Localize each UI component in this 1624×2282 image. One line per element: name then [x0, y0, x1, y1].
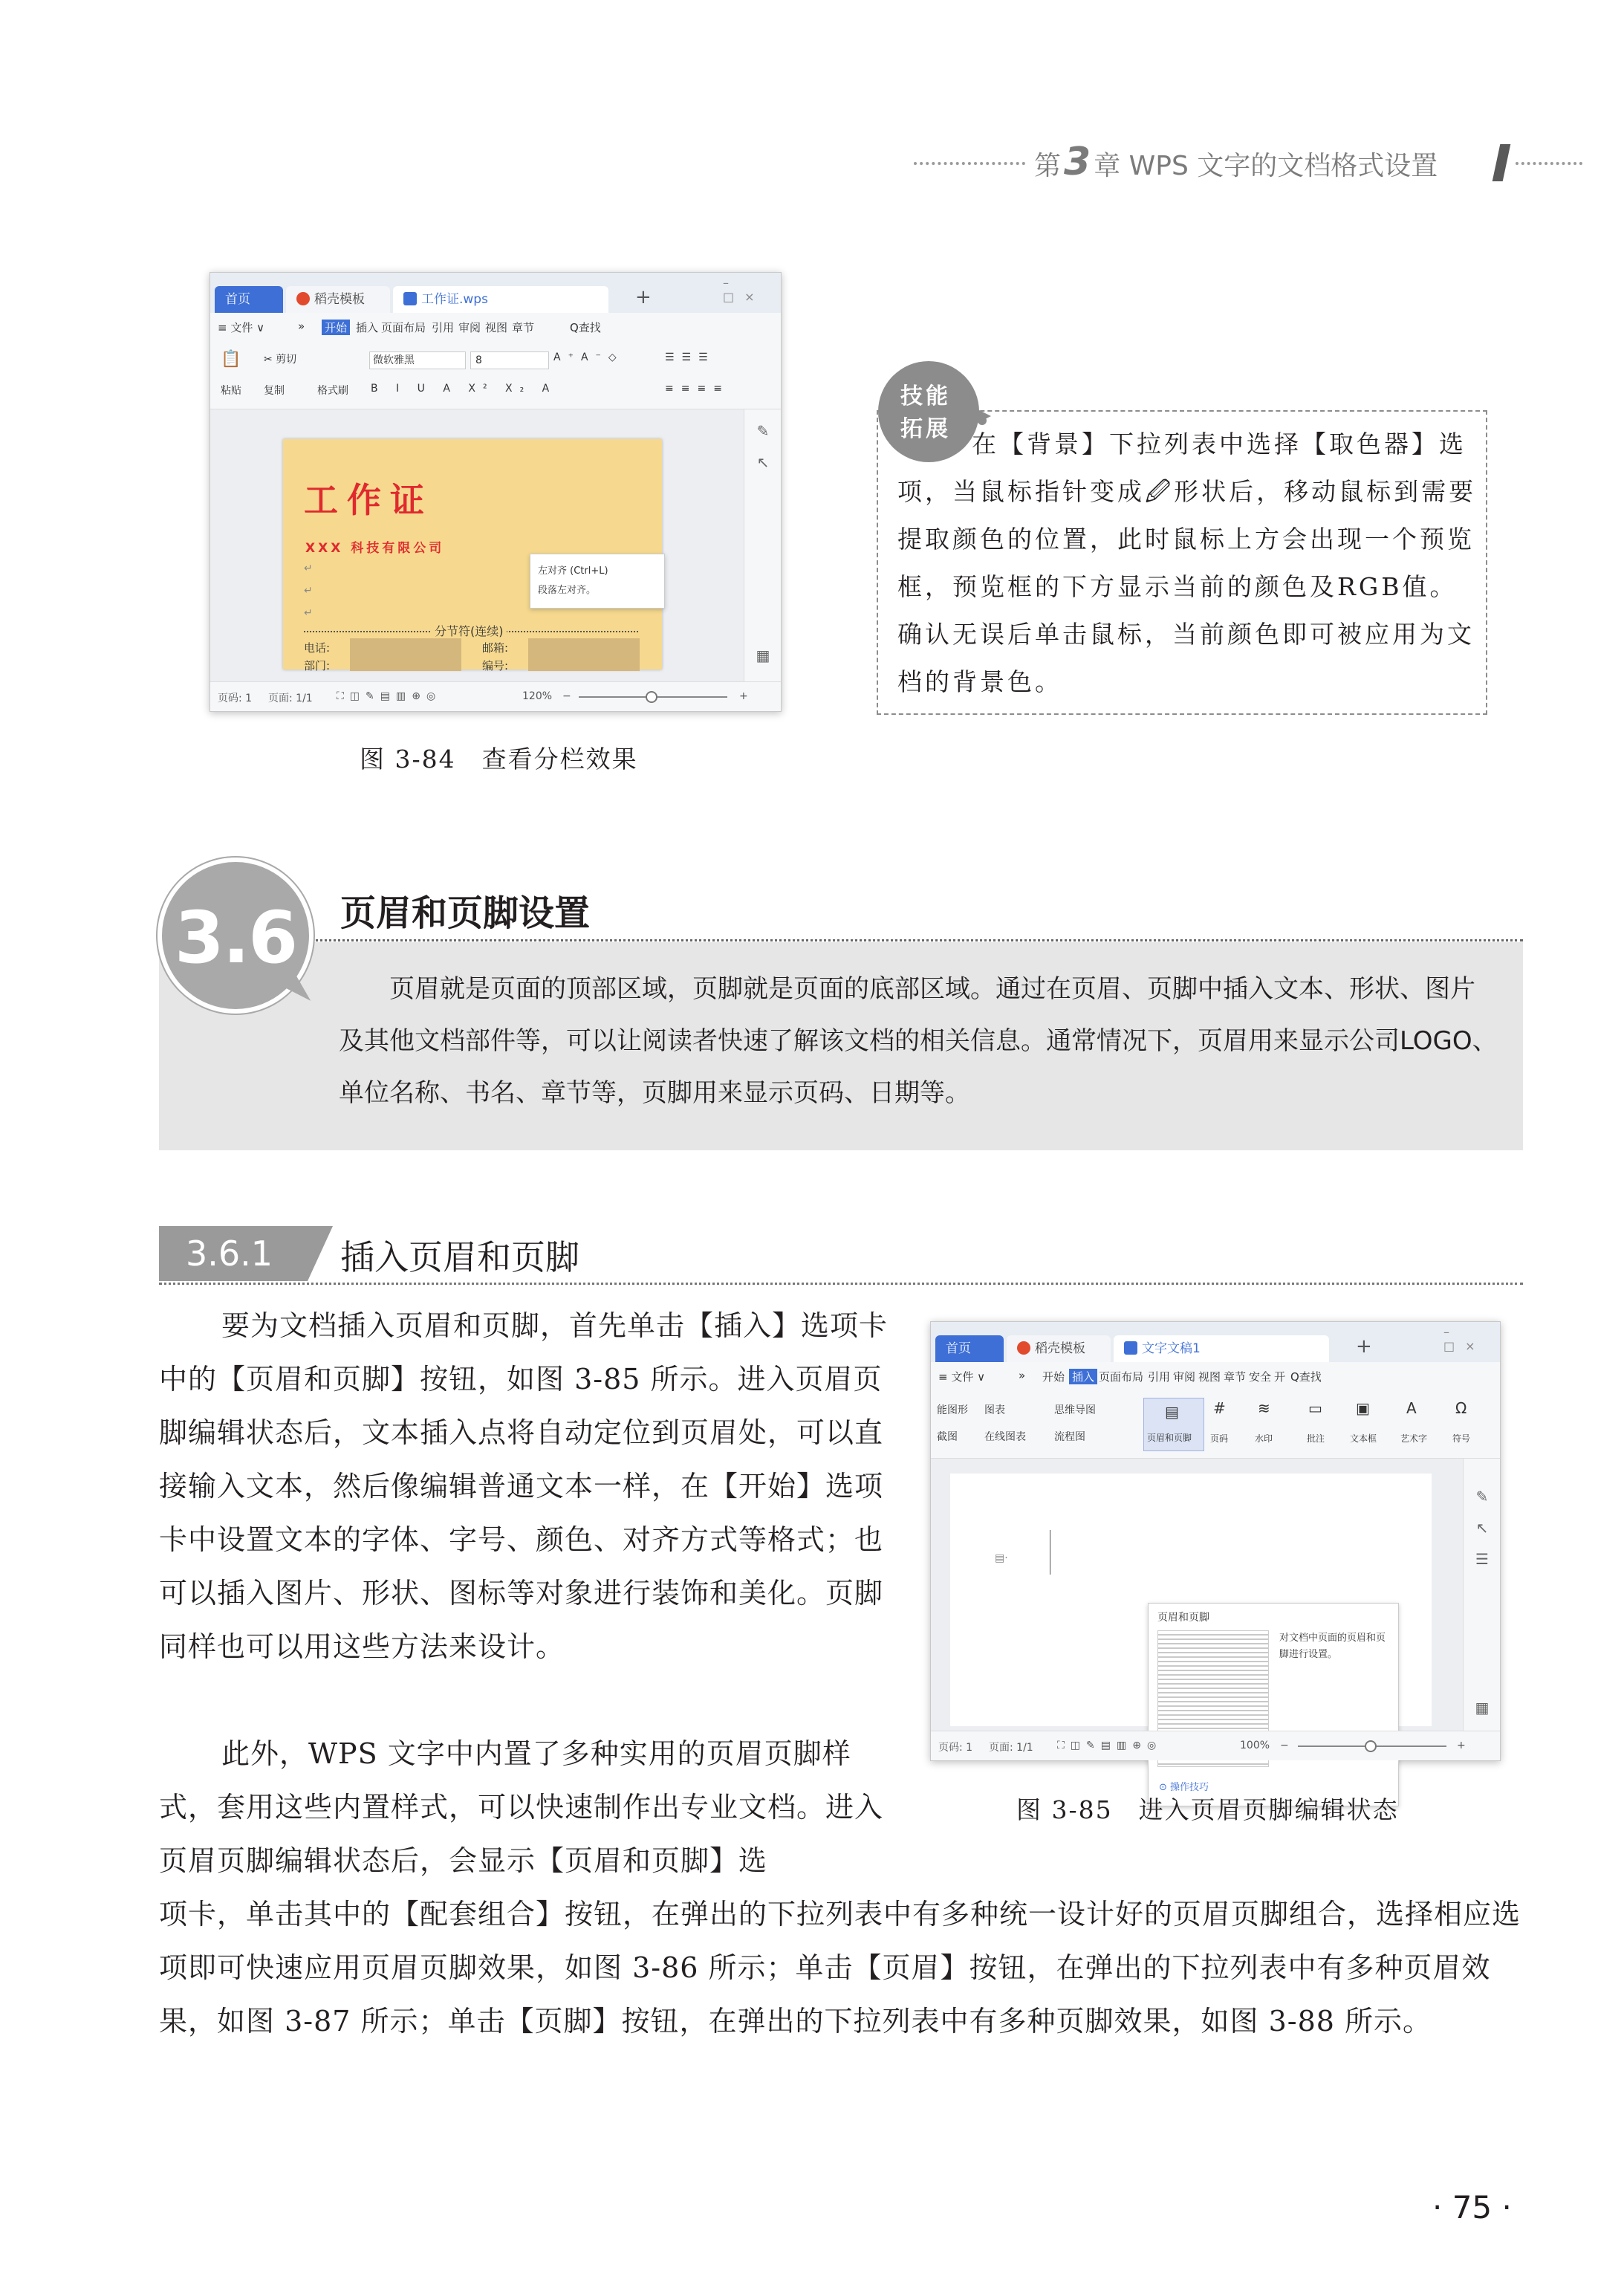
- code-label: 编号:: [482, 659, 509, 672]
- new-tab-icon[interactable]: +: [1356, 1335, 1372, 1358]
- right-side-pane: [1463, 1459, 1500, 1731]
- font-size-select[interactable]: 8: [470, 351, 549, 369]
- page-number-icon: #: [1213, 1399, 1226, 1417]
- status-page: 页码: 1: [938, 1742, 973, 1754]
- header-insertion-icon[interactable]: ▤·: [995, 1552, 1008, 1564]
- watermark-icon: ≋: [1258, 1399, 1270, 1417]
- tab-document[interactable]: 工作证.wps: [393, 286, 608, 313]
- menu-more-icon[interactable]: »: [1019, 1369, 1026, 1382]
- menu-file[interactable]: ≡ 文件 ∨: [938, 1370, 986, 1384]
- email-label: 邮箱:: [482, 641, 509, 655]
- header-text: [1034, 140, 1438, 184]
- subsection-number: 3.6.1: [159, 1226, 308, 1281]
- tooltip-desc: 对文档中页面的页眉和页脚进行设置。: [1279, 1633, 1386, 1660]
- menu-layout[interactable]: 页面布局: [1099, 1370, 1144, 1384]
- tip-badge-line2: 拓展: [900, 416, 951, 442]
- card-title: 工作证: [304, 480, 433, 520]
- paste-button[interactable]: 粘贴: [221, 385, 241, 397]
- chapter-prefix: 第: [1034, 151, 1062, 181]
- zoom-in-icon[interactable]: +: [739, 690, 748, 702]
- paragraph-2-part-a: 此外，WPS 文字中内置了多种实用的页眉页脚样式，套用这些内置样式，可以快速制作出专业文档。进入页眉页脚编辑状态后，会显示【页眉和页脚】选: [159, 1737, 884, 1877]
- status-pages: 页面: 1/1: [268, 693, 313, 704]
- textbox-button[interactable]: 文本框: [1350, 1433, 1377, 1444]
- menu-more-icon[interactable]: »: [298, 320, 305, 333]
- font-name-select[interactable]: 微软雅黑: [369, 351, 466, 369]
- zoom-in-icon[interactable]: +: [1457, 1740, 1466, 1751]
- tips-link[interactable]: ⊙ 操作技巧: [1159, 1782, 1209, 1793]
- align-left-tooltip: [530, 554, 665, 609]
- paragraph-2-part-b: 项卡，单击其中的【配套组合】按钮，在弹出的下拉列表中有多种统一设计好的页眉页脚组合，选择相应选项即可快速应用页眉页脚效果，如图 3-86 所示；单击【页眉】按钮，在弹出的下拉列表中有多种页眉效果，如图 3-87 所示；单击【页脚】按钮，在弹出的下拉列表中有多种页脚效果，如图 3-88 所示。: [159, 1898, 1521, 2038]
- list-icons[interactable]: ☰☰☰: [665, 351, 715, 363]
- section-number-badge: [157, 858, 314, 1014]
- page-number-button[interactable]: 页码: [1210, 1433, 1229, 1444]
- window-controls[interactable]: –□×: [1443, 1325, 1486, 1353]
- zoom-out-icon[interactable]: −: [1280, 1740, 1289, 1751]
- phone-label: 电话:: [304, 641, 331, 655]
- tooltip-desc: 段落左对齐。: [538, 585, 597, 596]
- menu-chapter[interactable]: 章节: [512, 321, 535, 334]
- page-number: · 75 ·: [1432, 2189, 1512, 2226]
- window-tab-bar: [931, 1322, 1500, 1362]
- pen-icon[interactable]: ✎: [1475, 1488, 1489, 1505]
- tab-home[interactable]: 首页: [215, 286, 283, 313]
- chart-button[interactable]: 图表: [984, 1404, 1005, 1416]
- tab-home[interactable]: 首页: [935, 1335, 1004, 1362]
- tooltip-title: 页眉和页脚: [1157, 1612, 1209, 1624]
- cursor-icon[interactable]: ↖: [1475, 1519, 1489, 1537]
- menu-view[interactable]: 视图: [485, 321, 508, 334]
- tip-text: 在【背景】下拉列表中选择【取色器】选项，当鼠标指针变成🖉形状后，移动鼠标到需要提取颜色的位置，此时鼠标上方会出现一个预览框，预览框的下方显示当前的颜色及RGB值。确认无误后单击鼠标，当前颜色即可被应用为文档的背景色。: [897, 430, 1477, 696]
- menu-start[interactable]: 开始: [1042, 1370, 1065, 1384]
- dept-label: 部门:: [304, 659, 331, 672]
- ribbon: [210, 341, 781, 409]
- document-canvas: [210, 409, 781, 681]
- scissors-icon: ✂: [264, 354, 273, 366]
- menu-dev[interactable]: 开: [1274, 1370, 1286, 1384]
- status-bar: [210, 681, 781, 711]
- header-footer-tooltip: [1148, 1603, 1399, 1806]
- paragraph-mark: ↵: [304, 585, 313, 597]
- cut-button[interactable]: ✂ 剪切: [264, 354, 297, 366]
- menu-insert[interactable]: 插入: [1069, 1369, 1097, 1384]
- tab-template[interactable]: 稻壳模板: [1007, 1335, 1111, 1362]
- header-footer-button[interactable]: ▤ 页眉和页脚: [1143, 1398, 1204, 1451]
- column-field: [350, 638, 461, 671]
- menu-reference[interactable]: 引用: [432, 321, 455, 334]
- wps-doc-icon: [403, 292, 417, 305]
- paragraph-1: 要为文档插入页眉和页脚，首先单击【插入】选项卡中的【页眉和页脚】按钮，如图 3-85 所示。进入页眉页脚编辑状态后，文本插入点将自动定位到页眉处，可以直接输入文本，然后像编辑普通文本一样，在【开始】选项卡中设置文本的字体、字号、颜色、对齐方式等格式；也可以插入图片、形状、图标等对象进行装饰和美化。页脚同样也可以用这些方法来设计。: [159, 1309, 889, 1663]
- symbol-button[interactable]: 符号: [1452, 1433, 1471, 1444]
- cursor-icon[interactable]: ↖: [756, 453, 770, 471]
- menu-start[interactable]: 开始: [322, 320, 350, 335]
- tab-document[interactable]: 文字文稿1: [1114, 1335, 1329, 1362]
- chapter-number: 3: [1064, 140, 1091, 184]
- mindmap-button[interactable]: 思维导图: [1054, 1404, 1096, 1416]
- symbol-icon: Ω: [1455, 1399, 1467, 1417]
- right-side-pane: [744, 409, 781, 681]
- paste-icon[interactable]: 📋: [221, 350, 241, 369]
- comment-button[interactable]: 批注: [1307, 1433, 1325, 1444]
- screenshot-button[interactable]: 截图: [937, 1431, 958, 1443]
- column-field: [528, 638, 640, 671]
- window-tab-bar: [210, 273, 781, 313]
- paragraph-mark: ↵: [304, 563, 313, 574]
- online-chart-button[interactable]: 在线图表: [984, 1431, 1026, 1443]
- section-title: 页眉和页脚设置: [340, 892, 591, 934]
- figure-3-84-caption: 图 3-84 查看分栏效果: [360, 745, 638, 774]
- comment-icon: ▭: [1308, 1399, 1322, 1417]
- copy-button[interactable]: 复制: [264, 385, 285, 397]
- subsection-rule: [159, 1283, 1523, 1285]
- chapter-suffix: 章: [1094, 151, 1121, 181]
- zoom-level: 120%: [522, 690, 553, 702]
- section-title-rule: [297, 939, 1523, 941]
- status-pages: 页面: 1/1: [989, 1742, 1033, 1754]
- subsection-title: 插入页眉和页脚: [340, 1237, 579, 1277]
- menu-view[interactable]: 视图: [1198, 1370, 1221, 1384]
- section-break-label: 分节符(连续): [432, 622, 507, 639]
- menu-chapter[interactable]: 章节: [1224, 1370, 1247, 1384]
- font-style-buttons[interactable]: B I U A X² X₂ A: [371, 383, 557, 395]
- header-bar-mark: [1493, 144, 1511, 181]
- status-bar: [931, 1731, 1500, 1760]
- zoom-slider-knob[interactable]: [1365, 1740, 1377, 1752]
- wordart-button[interactable]: 艺术字: [1400, 1433, 1428, 1444]
- pen-icon[interactable]: ✎: [756, 422, 770, 440]
- figure-3-84-screenshot: [210, 272, 782, 712]
- zoom-slider-knob[interactable]: [646, 691, 657, 703]
- figure-3-85-caption: 图 3-85 进入页眉页脚编辑状态: [1016, 1795, 1399, 1824]
- menu-reference[interactable]: 引用: [1148, 1370, 1171, 1384]
- section-intro-text: 页眉就是页面的顶部区域，页脚就是页面的底部区域。通过在页眉、页脚中插入文本、形状、图片及其他文档部件等，可以让阅读者快速了解该文档的相关信息。通常情况下，页眉用来显示公司LOGO、单位名称、书名、章节等，页脚用来显示页码、日期等。: [339, 974, 1498, 1108]
- wordart-icon: A: [1406, 1399, 1417, 1417]
- settings-sliders-icon[interactable]: ☰: [1475, 1550, 1489, 1568]
- chapter-title: WPS 文字的文档格式设置: [1128, 151, 1438, 181]
- menu-file[interactable]: ≡ 文件 ∨: [218, 321, 265, 334]
- ribbon: [931, 1390, 1500, 1459]
- header-dotted-rule-left: [914, 162, 1025, 165]
- section-number: 3.6: [174, 896, 297, 979]
- grid-icon[interactable]: ▦: [1475, 1699, 1490, 1717]
- tip-badge-line1: 技能: [900, 383, 951, 409]
- tooltip-title: 左对齐 (Ctrl+L): [538, 565, 608, 577]
- menu-review[interactable]: 审阅: [1173, 1370, 1196, 1384]
- running-header: [914, 134, 1582, 186]
- zoom-out-icon[interactable]: −: [562, 690, 571, 702]
- daoke-icon: [296, 292, 310, 305]
- header-dotted-rule-right: [1516, 162, 1582, 165]
- wps-doc-icon: [1124, 1341, 1137, 1355]
- smart-shape-button[interactable]: 能图形: [937, 1404, 968, 1416]
- flowchart-button[interactable]: 流程图: [1054, 1431, 1085, 1443]
- menu-bar: [931, 1362, 1500, 1390]
- menu-review[interactable]: 审阅: [458, 321, 481, 334]
- menu-search[interactable]: Q查找: [1290, 1370, 1322, 1384]
- grid-icon[interactable]: ▦: [756, 646, 770, 664]
- figure-3-85-screenshot: [930, 1321, 1501, 1793]
- watermark-button[interactable]: 水印: [1255, 1433, 1273, 1444]
- menu-layout[interactable]: 页面布局: [381, 321, 426, 334]
- new-tab-icon[interactable]: +: [635, 286, 652, 308]
- card-company: XXX 科技有限公司: [305, 541, 445, 556]
- header-footer-icon: ▤: [1165, 1403, 1179, 1421]
- menu-search[interactable]: Q查找: [570, 321, 601, 334]
- tab-template[interactable]: 稻壳模板: [286, 286, 390, 313]
- align-icons[interactable]: ≡≡≡≡: [665, 383, 730, 395]
- menu-security[interactable]: 安全: [1249, 1370, 1272, 1384]
- view-mode-icons[interactable]: ⛶◫✎▤▥⊕◎: [1057, 1740, 1163, 1751]
- font-size-change-icons[interactable]: A⁺A⁻◇: [553, 351, 624, 363]
- format-painter-button[interactable]: 格式刷: [317, 385, 348, 397]
- menu-bar: [210, 313, 781, 341]
- window-controls[interactable]: –□×: [723, 276, 765, 304]
- daoke-icon: [1017, 1341, 1030, 1355]
- menu-insert[interactable]: 插入: [356, 321, 379, 334]
- status-page: 页码: 1: [218, 693, 253, 704]
- paragraph-mark: ↵: [304, 607, 313, 619]
- textbox-icon: ▣: [1356, 1399, 1370, 1417]
- view-mode-icons[interactable]: ⛶◫✎▤▥⊕◎: [337, 690, 442, 702]
- zoom-level: 100%: [1240, 1740, 1270, 1751]
